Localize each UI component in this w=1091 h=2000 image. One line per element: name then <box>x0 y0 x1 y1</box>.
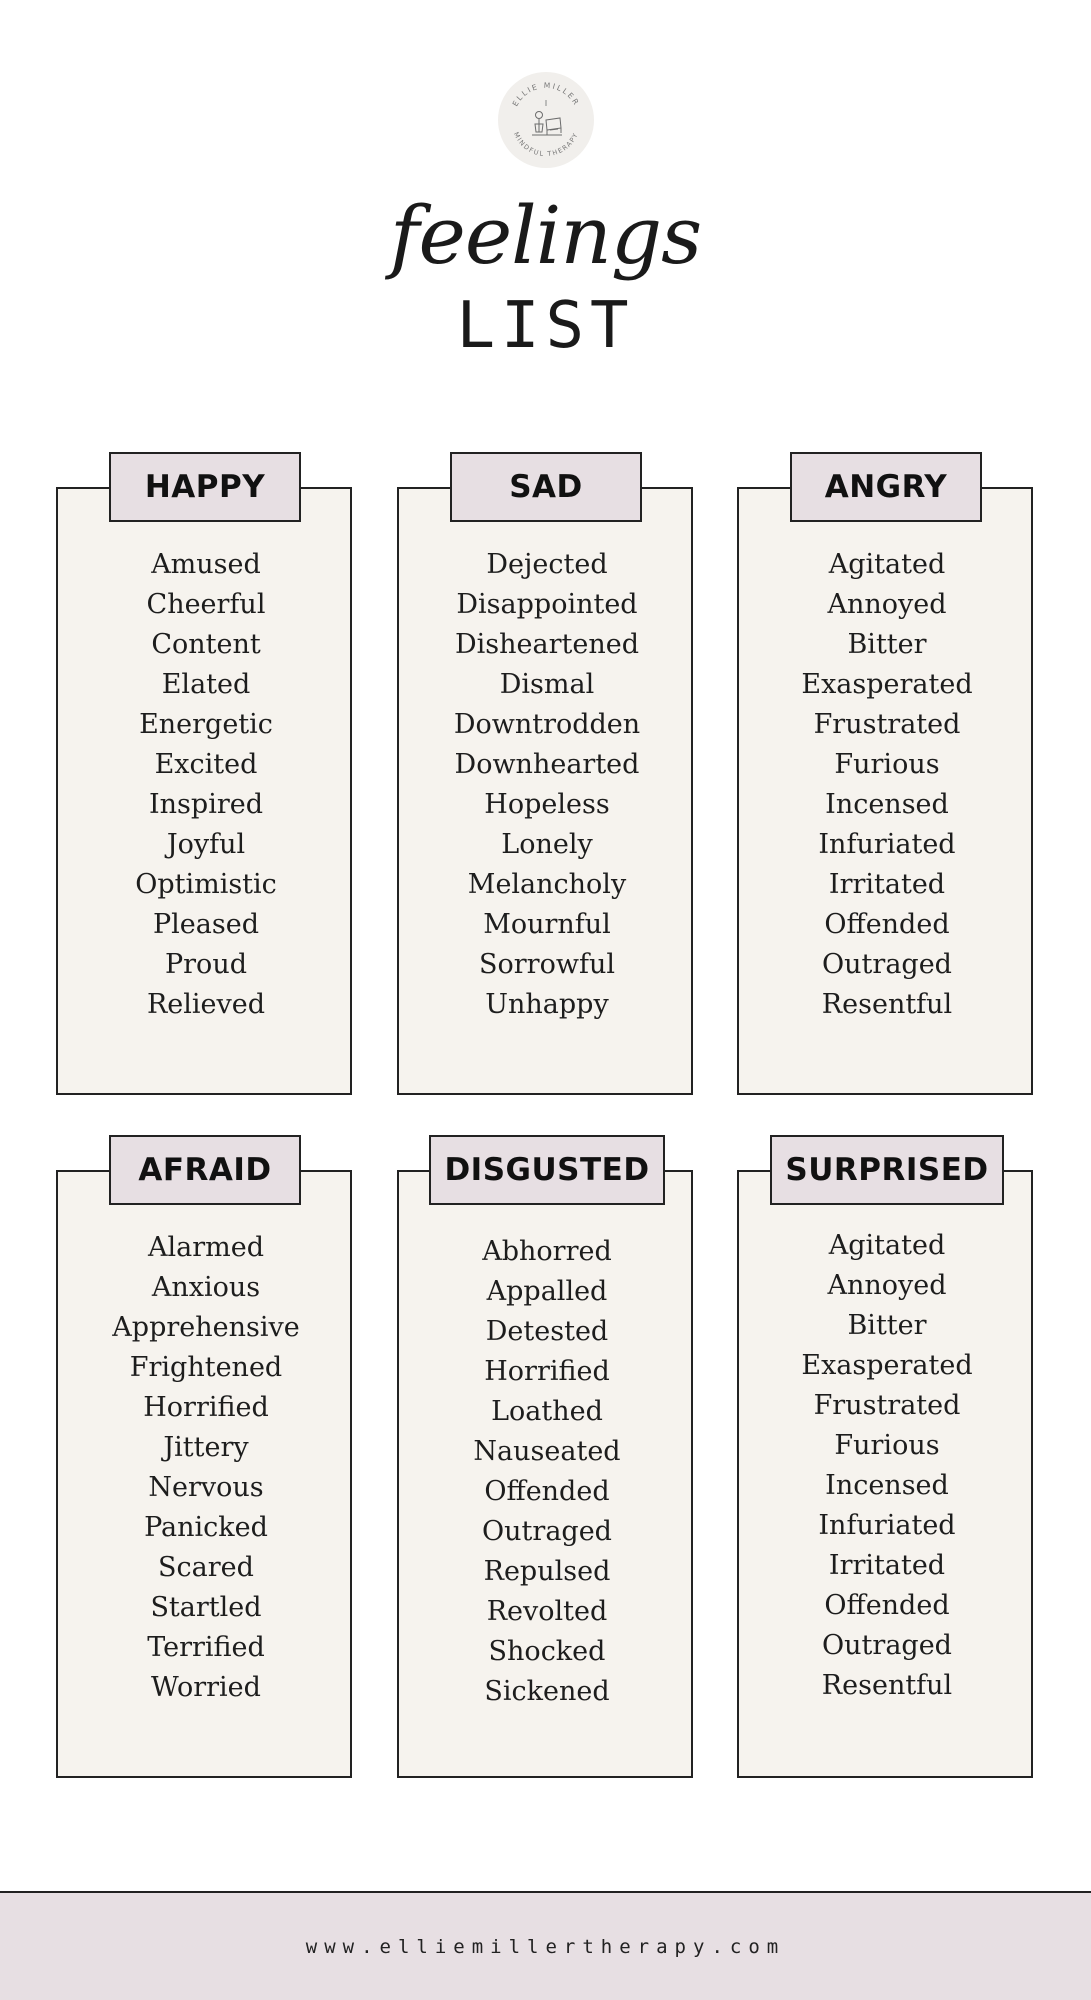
card-heading: SAD <box>450 452 642 522</box>
list-item: Lonely <box>501 829 593 860</box>
list-item: Downtrodden <box>453 709 641 740</box>
list-item: Pleased <box>153 909 259 940</box>
feeling-card-afraid <box>56 1152 352 1778</box>
list-item: Nauseated <box>473 1436 621 1467</box>
list-item: Agitated <box>828 1230 946 1261</box>
list-item: Offended <box>824 1590 950 1621</box>
word-list <box>58 1228 354 1708</box>
list-item: Inspired <box>149 789 263 820</box>
list-item: Bitter <box>847 1310 927 1341</box>
list-item: Panicked <box>144 1512 268 1543</box>
list-item: Frustrated <box>813 1390 961 1421</box>
list-item: Bitter <box>847 629 927 660</box>
title-caps: LIST <box>456 289 635 363</box>
list-item: Sickened <box>484 1676 610 1707</box>
word-list <box>399 1232 695 1712</box>
list-item: Detested <box>485 1316 609 1347</box>
word-list <box>58 545 354 1025</box>
list-item: Apprehensive <box>112 1312 300 1343</box>
list-item: Terrified <box>147 1632 265 1663</box>
list-item: Dejected <box>486 549 608 580</box>
card-heading: AFRAID <box>109 1135 301 1205</box>
list-item: Nervous <box>148 1472 264 1503</box>
list-item: Joyful <box>166 829 246 860</box>
list-item: Cheerful <box>146 589 266 620</box>
list-item: Jittery <box>163 1432 249 1463</box>
list-item: Repulsed <box>483 1556 611 1587</box>
list-item: Startled <box>150 1592 262 1623</box>
list-item: Irritated <box>828 1550 946 1581</box>
word-list <box>739 1226 1035 1706</box>
list-item: Infuriated <box>818 829 956 860</box>
list-item: Irritated <box>828 869 946 900</box>
list-item: Alarmed <box>147 1232 264 1263</box>
list-item: Hopeless <box>484 789 610 820</box>
card-heading: ANGRY <box>790 452 982 522</box>
list-item: Shocked <box>488 1636 606 1667</box>
list-item: Exasperated <box>801 1350 973 1381</box>
list-item: Optimistic <box>135 869 277 900</box>
footer-website-link[interactable]: www.elliemillertherapy.com <box>305 1935 786 1958</box>
list-item: Sorrowful <box>479 949 615 980</box>
list-item: Furious <box>834 749 940 780</box>
list-item: Horrified <box>143 1392 269 1423</box>
list-item: Annoyed <box>827 1270 947 1301</box>
feeling-card-sad <box>397 469 693 1095</box>
list-item: Elated <box>161 669 251 700</box>
title-script: feelings <box>389 189 702 282</box>
list-item: Exasperated <box>801 669 973 700</box>
list-item: Offended <box>824 909 950 940</box>
card-heading: SURPRISED <box>770 1135 1004 1205</box>
feeling-card-happy <box>56 469 352 1095</box>
feeling-card-angry <box>737 469 1033 1095</box>
list-item: Abhorred <box>482 1236 612 1267</box>
list-item: Melancholy <box>467 869 627 900</box>
list-item: Anxious <box>151 1272 261 1303</box>
logo-bottom-text: MINDFUL THERAPY <box>511 130 580 159</box>
list-item: Proud <box>164 949 247 980</box>
card-heading: DISGUSTED <box>429 1135 665 1205</box>
list-item: Outraged <box>822 949 952 980</box>
list-item: Infuriated <box>818 1510 956 1541</box>
list-item: Amused <box>151 549 261 580</box>
list-item: Outraged <box>822 1630 952 1661</box>
feeling-card-disgusted <box>397 1152 693 1778</box>
logo-top-text: ELLIE MILLER <box>510 80 582 108</box>
list-item: Resentful <box>821 989 953 1020</box>
list-item: Frightened <box>129 1352 283 1383</box>
list-item: Unhappy <box>485 989 609 1020</box>
list-item: Worried <box>151 1672 261 1703</box>
list-item: Revolted <box>486 1596 608 1627</box>
list-item: Offended <box>484 1476 610 1507</box>
list-item: Frustrated <box>813 709 961 740</box>
list-item: Energetic <box>139 709 273 740</box>
logo-emblem-icon <box>498 72 594 168</box>
list-item: Horrified <box>484 1356 610 1387</box>
list-item: Outraged <box>482 1516 612 1547</box>
list-item: Annoyed <box>827 589 947 620</box>
footer <box>0 1893 1091 2000</box>
card-heading: HAPPY <box>109 452 301 522</box>
list-item: Dismal <box>499 669 595 700</box>
list-item: Relieved <box>146 989 266 1020</box>
list-item: Incensed <box>825 1470 949 1501</box>
list-item: Appalled <box>486 1276 608 1307</box>
list-item: Furious <box>834 1430 940 1461</box>
word-list <box>739 545 1035 1025</box>
list-item: Mournful <box>483 909 611 940</box>
list-item: Loathed <box>491 1396 603 1427</box>
word-list <box>399 545 695 1025</box>
list-item: Agitated <box>828 549 946 580</box>
list-item: Resentful <box>821 1670 953 1701</box>
list-item: Incensed <box>825 789 949 820</box>
brand-logo <box>498 72 594 168</box>
chair-plant-icon <box>532 112 562 136</box>
list-item: Disappointed <box>456 589 638 620</box>
feeling-card-surprised <box>737 1152 1033 1778</box>
list-item: Content <box>151 629 261 660</box>
list-item: Downhearted <box>454 749 640 780</box>
list-item: Disheartened <box>455 629 639 660</box>
list-item: Scared <box>158 1552 254 1583</box>
list-item: Excited <box>154 749 258 780</box>
